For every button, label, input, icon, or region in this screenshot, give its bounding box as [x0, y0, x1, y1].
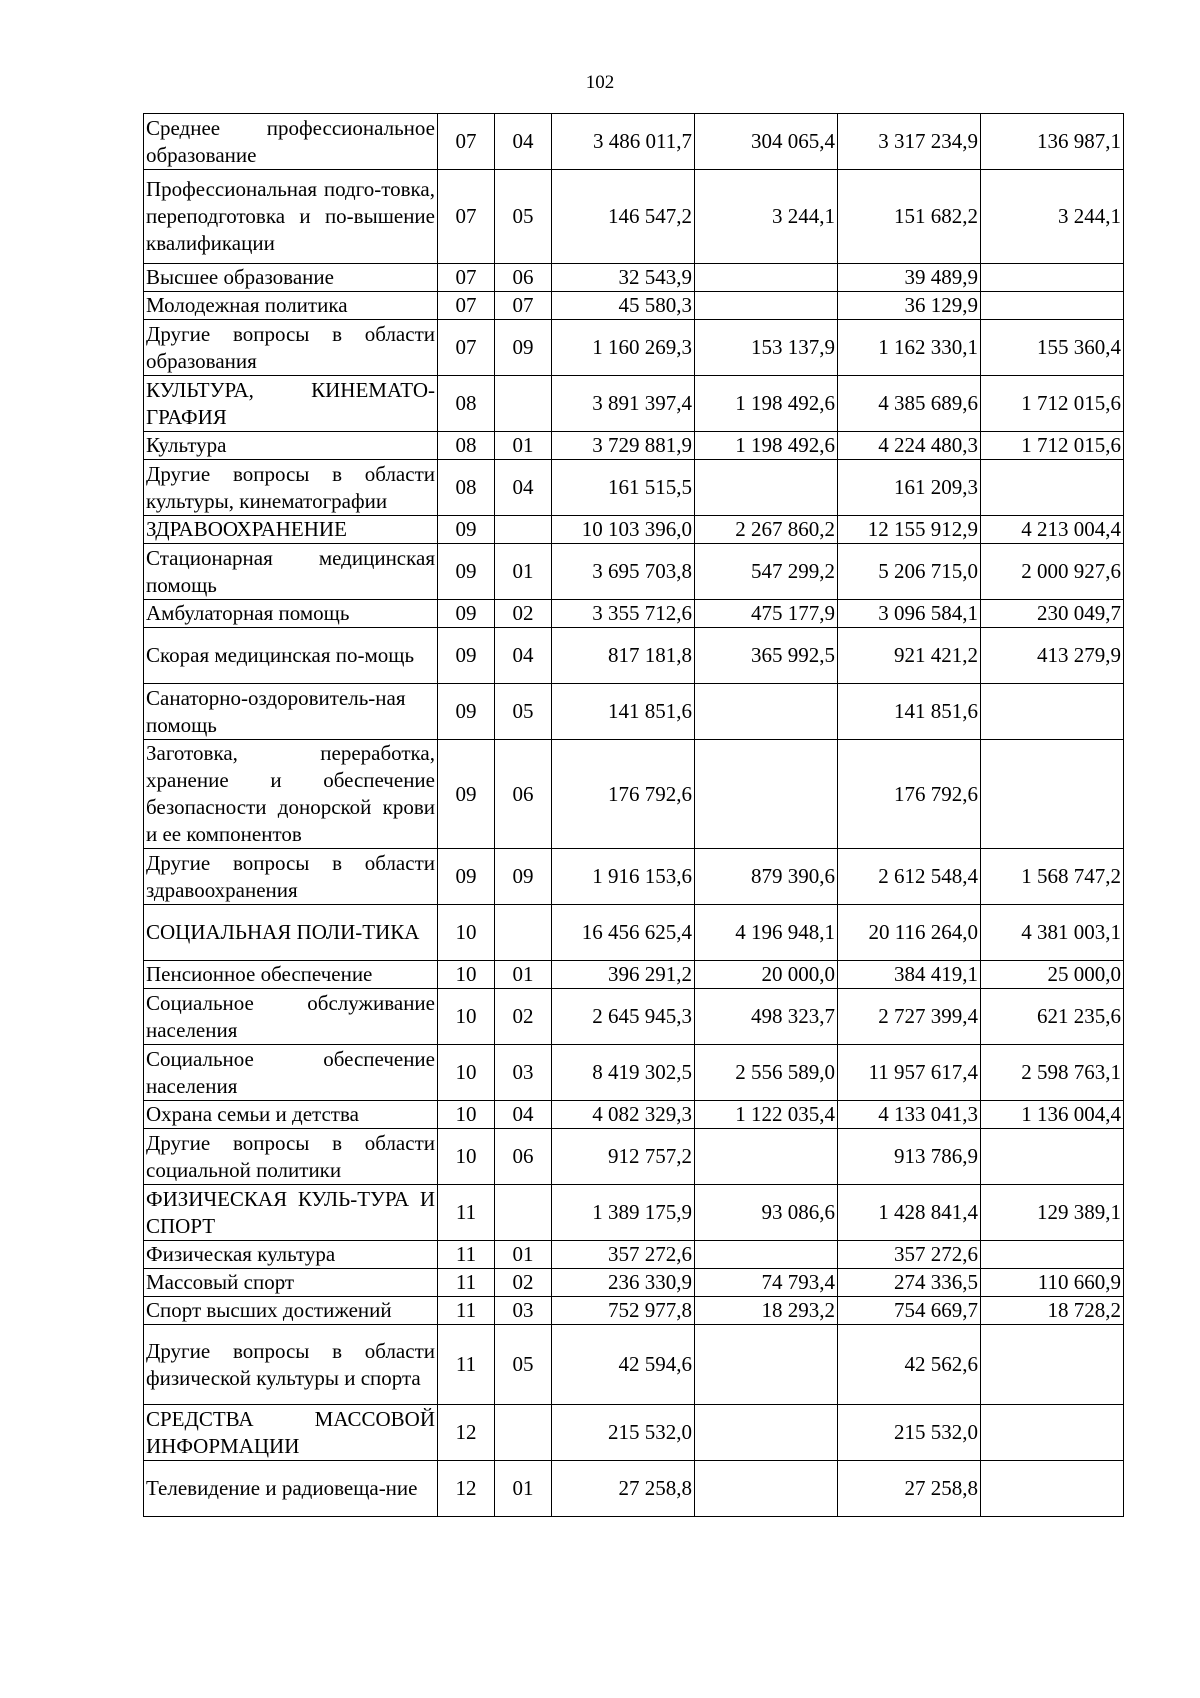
value-col-2: [695, 460, 838, 516]
value-col-4: 129 389,1: [981, 1185, 1124, 1241]
value-col-1: 752 977,8: [552, 1297, 695, 1325]
subsection-code: 06: [495, 264, 552, 292]
subsection-code: [495, 1405, 552, 1461]
subsection-code: [495, 1185, 552, 1241]
row-name: Скорая медицинская по-мощь: [144, 628, 438, 684]
table-row: [144, 989, 1124, 1045]
section-code: 09: [438, 849, 495, 905]
table-row: [144, 600, 1124, 628]
table-row: [144, 292, 1124, 320]
value-col-2: 498 323,7: [695, 989, 838, 1045]
section-code: 08: [438, 432, 495, 460]
value-col-1: 42 594,6: [552, 1325, 695, 1405]
subsection-code: 04: [495, 114, 552, 170]
row-name: Телевидение и радиовеща-ние: [144, 1461, 438, 1517]
value-col-3: 4 133 041,3: [838, 1101, 981, 1129]
value-col-4: 230 049,7: [981, 600, 1124, 628]
row-name: Массовый спорт: [144, 1269, 438, 1297]
table-row: [144, 1269, 1124, 1297]
section-code: 12: [438, 1405, 495, 1461]
value-col-2: [695, 684, 838, 740]
subsection-code: 02: [495, 1269, 552, 1297]
page-number: 102: [585, 72, 615, 93]
row-name: ФИЗИЧЕСКАЯ КУЛЬ-ТУРА И СПОРТ: [144, 1185, 438, 1241]
value-col-4: 18 728,2: [981, 1297, 1124, 1325]
value-col-4: 4 381 003,1: [981, 905, 1124, 961]
value-col-3: 27 258,8: [838, 1461, 981, 1517]
row-name: Охрана семьи и детства: [144, 1101, 438, 1129]
table-row: [144, 849, 1124, 905]
row-name: Заготовка, переработка, хранение и обеспечение безопасности донорской крови и ее компонентов: [144, 740, 438, 849]
value-col-1: 357 272,6: [552, 1241, 695, 1269]
row-name: Стационарная медицинская помощь: [144, 544, 438, 600]
section-code: 12: [438, 1461, 495, 1517]
value-col-2: 1 122 035,4: [695, 1101, 838, 1129]
subsection-code: 05: [495, 1325, 552, 1405]
value-col-3: 1 428 841,4: [838, 1185, 981, 1241]
section-code: 07: [438, 170, 495, 264]
value-col-3: 3 317 234,9: [838, 114, 981, 170]
subsection-code: 04: [495, 460, 552, 516]
value-col-1: 4 082 329,3: [552, 1101, 695, 1129]
section-code: 07: [438, 320, 495, 376]
value-col-4: [981, 1129, 1124, 1185]
value-col-1: 1 389 175,9: [552, 1185, 695, 1241]
value-col-1: 161 515,5: [552, 460, 695, 516]
section-code: 11: [438, 1241, 495, 1269]
value-col-4: 1 568 747,2: [981, 849, 1124, 905]
value-col-1: 141 851,6: [552, 684, 695, 740]
value-col-1: 817 181,8: [552, 628, 695, 684]
section-code: 10: [438, 1101, 495, 1129]
table-row: [144, 1185, 1124, 1241]
value-col-1: 176 792,6: [552, 740, 695, 849]
subsection-code: 01: [495, 1241, 552, 1269]
value-col-1: 3 891 397,4: [552, 376, 695, 432]
row-name: Среднее профессиональное образование: [144, 114, 438, 170]
row-name: Амбулаторная помощь: [144, 600, 438, 628]
value-col-1: 146 547,2: [552, 170, 695, 264]
value-col-3: 2 612 548,4: [838, 849, 981, 905]
budget-table: [143, 113, 1124, 1517]
row-name: Социальное обслуживание населения: [144, 989, 438, 1045]
value-col-2: 4 196 948,1: [695, 905, 838, 961]
value-col-3: 754 669,7: [838, 1297, 981, 1325]
row-name: КУЛЬТУРА, КИНЕМАТО-ГРАФИЯ: [144, 376, 438, 432]
table-row: [144, 170, 1124, 264]
value-col-1: 16 456 625,4: [552, 905, 695, 961]
value-col-3: 5 206 715,0: [838, 544, 981, 600]
row-name: Высшее образование: [144, 264, 438, 292]
value-col-3: 357 272,6: [838, 1241, 981, 1269]
value-col-3: 42 562,6: [838, 1325, 981, 1405]
value-col-2: 304 065,4: [695, 114, 838, 170]
value-col-2: 2 267 860,2: [695, 516, 838, 544]
section-code: 10: [438, 1129, 495, 1185]
table-row: [144, 905, 1124, 961]
subsection-code: 01: [495, 432, 552, 460]
value-col-4: 413 279,9: [981, 628, 1124, 684]
value-col-2: [695, 292, 838, 320]
value-col-1: 3 729 881,9: [552, 432, 695, 460]
value-col-1: 10 103 396,0: [552, 516, 695, 544]
table-row: [144, 264, 1124, 292]
value-col-1: 3 486 011,7: [552, 114, 695, 170]
value-col-4: [981, 292, 1124, 320]
value-col-2: [695, 264, 838, 292]
table-row: [144, 1045, 1124, 1101]
table-row: [144, 1241, 1124, 1269]
row-name: СОЦИАЛЬНАЯ ПОЛИ-ТИКА: [144, 905, 438, 961]
subsection-code: 03: [495, 1045, 552, 1101]
value-col-2: [695, 740, 838, 849]
subsection-code: 04: [495, 1101, 552, 1129]
value-col-4: 25 000,0: [981, 961, 1124, 989]
subsection-code: 01: [495, 1461, 552, 1517]
section-code: 11: [438, 1325, 495, 1405]
value-col-2: 365 992,5: [695, 628, 838, 684]
subsection-code: 06: [495, 1129, 552, 1185]
value-col-2: [695, 1461, 838, 1517]
budget-table-body: [144, 114, 1124, 1517]
section-code: 08: [438, 376, 495, 432]
value-col-1: 1 916 153,6: [552, 849, 695, 905]
row-name: Пенсионное обеспечение: [144, 961, 438, 989]
row-name: Профессиональная подго-товка, переподготовка и по-вышение квалификации: [144, 170, 438, 264]
value-col-2: 879 390,6: [695, 849, 838, 905]
section-code: 10: [438, 1045, 495, 1101]
value-col-4: 1 136 004,4: [981, 1101, 1124, 1129]
row-name: Другие вопросы в области культуры, кинематографии: [144, 460, 438, 516]
table-row: [144, 432, 1124, 460]
row-name: СРЕДСТВА МАССОВОЙ ИНФОРМАЦИИ: [144, 1405, 438, 1461]
value-col-1: 236 330,9: [552, 1269, 695, 1297]
value-col-3: 11 957 617,4: [838, 1045, 981, 1101]
value-col-1: 1 160 269,3: [552, 320, 695, 376]
value-col-1: 396 291,2: [552, 961, 695, 989]
value-col-4: [981, 740, 1124, 849]
section-code: 07: [438, 292, 495, 320]
value-col-4: 155 360,4: [981, 320, 1124, 376]
table-row: [144, 684, 1124, 740]
value-col-2: 153 137,9: [695, 320, 838, 376]
value-col-1: 8 419 302,5: [552, 1045, 695, 1101]
value-col-4: 1 712 015,6: [981, 432, 1124, 460]
table-row: [144, 376, 1124, 432]
value-col-1: 32 543,9: [552, 264, 695, 292]
table-row: [144, 1297, 1124, 1325]
value-col-4: 3 244,1: [981, 170, 1124, 264]
value-col-2: 1 198 492,6: [695, 376, 838, 432]
value-col-3: 161 209,3: [838, 460, 981, 516]
subsection-code: [495, 376, 552, 432]
section-code: 11: [438, 1269, 495, 1297]
value-col-2: 20 000,0: [695, 961, 838, 989]
section-code: 10: [438, 989, 495, 1045]
subsection-code: 01: [495, 961, 552, 989]
section-code: 11: [438, 1297, 495, 1325]
value-col-4: 2 000 927,6: [981, 544, 1124, 600]
row-name: Молодежная политика: [144, 292, 438, 320]
value-col-2: 475 177,9: [695, 600, 838, 628]
table-row: [144, 1129, 1124, 1185]
table-row: [144, 1101, 1124, 1129]
value-col-4: 2 598 763,1: [981, 1045, 1124, 1101]
section-code: 09: [438, 544, 495, 600]
value-col-2: [695, 1325, 838, 1405]
table-row: [144, 460, 1124, 516]
value-col-3: 20 116 264,0: [838, 905, 981, 961]
value-col-3: 913 786,9: [838, 1129, 981, 1185]
value-col-1: 45 580,3: [552, 292, 695, 320]
section-code: 09: [438, 684, 495, 740]
value-col-3: 921 421,2: [838, 628, 981, 684]
value-col-2: [695, 1129, 838, 1185]
value-col-4: 1 712 015,6: [981, 376, 1124, 432]
section-code: 07: [438, 114, 495, 170]
table-row: [144, 114, 1124, 170]
value-col-4: [981, 1325, 1124, 1405]
table-row: [144, 740, 1124, 849]
value-col-2: 3 244,1: [695, 170, 838, 264]
subsection-code: 06: [495, 740, 552, 849]
subsection-code: 07: [495, 292, 552, 320]
row-name: Другие вопросы в области образования: [144, 320, 438, 376]
value-col-1: 215 532,0: [552, 1405, 695, 1461]
section-code: 10: [438, 905, 495, 961]
subsection-code: [495, 905, 552, 961]
section-code: 08: [438, 460, 495, 516]
table-row: [144, 628, 1124, 684]
subsection-code: [495, 516, 552, 544]
table-row: [144, 1405, 1124, 1461]
row-name: Социальное обеспечение населения: [144, 1045, 438, 1101]
value-col-4: [981, 1461, 1124, 1517]
subsection-code: 05: [495, 170, 552, 264]
subsection-code: 04: [495, 628, 552, 684]
table-row: [144, 544, 1124, 600]
value-col-3: 151 682,2: [838, 170, 981, 264]
subsection-code: 05: [495, 684, 552, 740]
value-col-4: 4 213 004,4: [981, 516, 1124, 544]
value-col-4: [981, 684, 1124, 740]
table-row: [144, 1461, 1124, 1517]
section-code: 09: [438, 628, 495, 684]
value-col-2: 93 086,6: [695, 1185, 838, 1241]
value-col-2: 74 793,4: [695, 1269, 838, 1297]
value-col-3: 176 792,6: [838, 740, 981, 849]
subsection-code: 09: [495, 320, 552, 376]
subsection-code: 03: [495, 1297, 552, 1325]
value-col-3: 2 727 399,4: [838, 989, 981, 1045]
value-col-3: 3 096 584,1: [838, 600, 981, 628]
value-col-1: 912 757,2: [552, 1129, 695, 1185]
value-col-2: 547 299,2: [695, 544, 838, 600]
value-col-3: 384 419,1: [838, 961, 981, 989]
value-col-3: 4 224 480,3: [838, 432, 981, 460]
section-code: 10: [438, 961, 495, 989]
row-name: Культура: [144, 432, 438, 460]
value-col-1: 3 355 712,6: [552, 600, 695, 628]
table-row: [144, 1325, 1124, 1405]
table-row: [144, 320, 1124, 376]
section-code: 07: [438, 264, 495, 292]
row-name: Другие вопросы в области здравоохранения: [144, 849, 438, 905]
value-col-4: [981, 1241, 1124, 1269]
value-col-2: 18 293,2: [695, 1297, 838, 1325]
subsection-code: 02: [495, 989, 552, 1045]
row-name: Спорт высших достижений: [144, 1297, 438, 1325]
row-name: ЗДРАВООХРАНЕНИЕ: [144, 516, 438, 544]
value-col-4: [981, 264, 1124, 292]
row-name: Другие вопросы в области физической культуры и спорта: [144, 1325, 438, 1405]
value-col-2: 2 556 589,0: [695, 1045, 838, 1101]
value-col-3: 141 851,6: [838, 684, 981, 740]
value-col-3: 36 129,9: [838, 292, 981, 320]
value-col-4: 136 987,1: [981, 114, 1124, 170]
table-row: [144, 961, 1124, 989]
section-code: 11: [438, 1185, 495, 1241]
row-name: Санаторно-оздоровитель-ная помощь: [144, 684, 438, 740]
value-col-1: 27 258,8: [552, 1461, 695, 1517]
value-col-4: 621 235,6: [981, 989, 1124, 1045]
section-code: 09: [438, 600, 495, 628]
value-col-3: 1 162 330,1: [838, 320, 981, 376]
value-col-2: 1 198 492,6: [695, 432, 838, 460]
value-col-3: 4 385 689,6: [838, 376, 981, 432]
value-col-3: 12 155 912,9: [838, 516, 981, 544]
value-col-1: 3 695 703,8: [552, 544, 695, 600]
value-col-2: [695, 1405, 838, 1461]
subsection-code: 02: [495, 600, 552, 628]
value-col-4: [981, 460, 1124, 516]
value-col-3: 39 489,9: [838, 264, 981, 292]
subsection-code: 01: [495, 544, 552, 600]
value-col-3: 215 532,0: [838, 1405, 981, 1461]
subsection-code: 09: [495, 849, 552, 905]
value-col-3: 274 336,5: [838, 1269, 981, 1297]
value-col-4: 110 660,9: [981, 1269, 1124, 1297]
section-code: 09: [438, 740, 495, 849]
table-row: [144, 516, 1124, 544]
value-col-1: 2 645 945,3: [552, 989, 695, 1045]
row-name: Физическая культура: [144, 1241, 438, 1269]
value-col-4: [981, 1405, 1124, 1461]
row-name: Другие вопросы в области социальной политики: [144, 1129, 438, 1185]
value-col-2: [695, 1241, 838, 1269]
section-code: 09: [438, 516, 495, 544]
